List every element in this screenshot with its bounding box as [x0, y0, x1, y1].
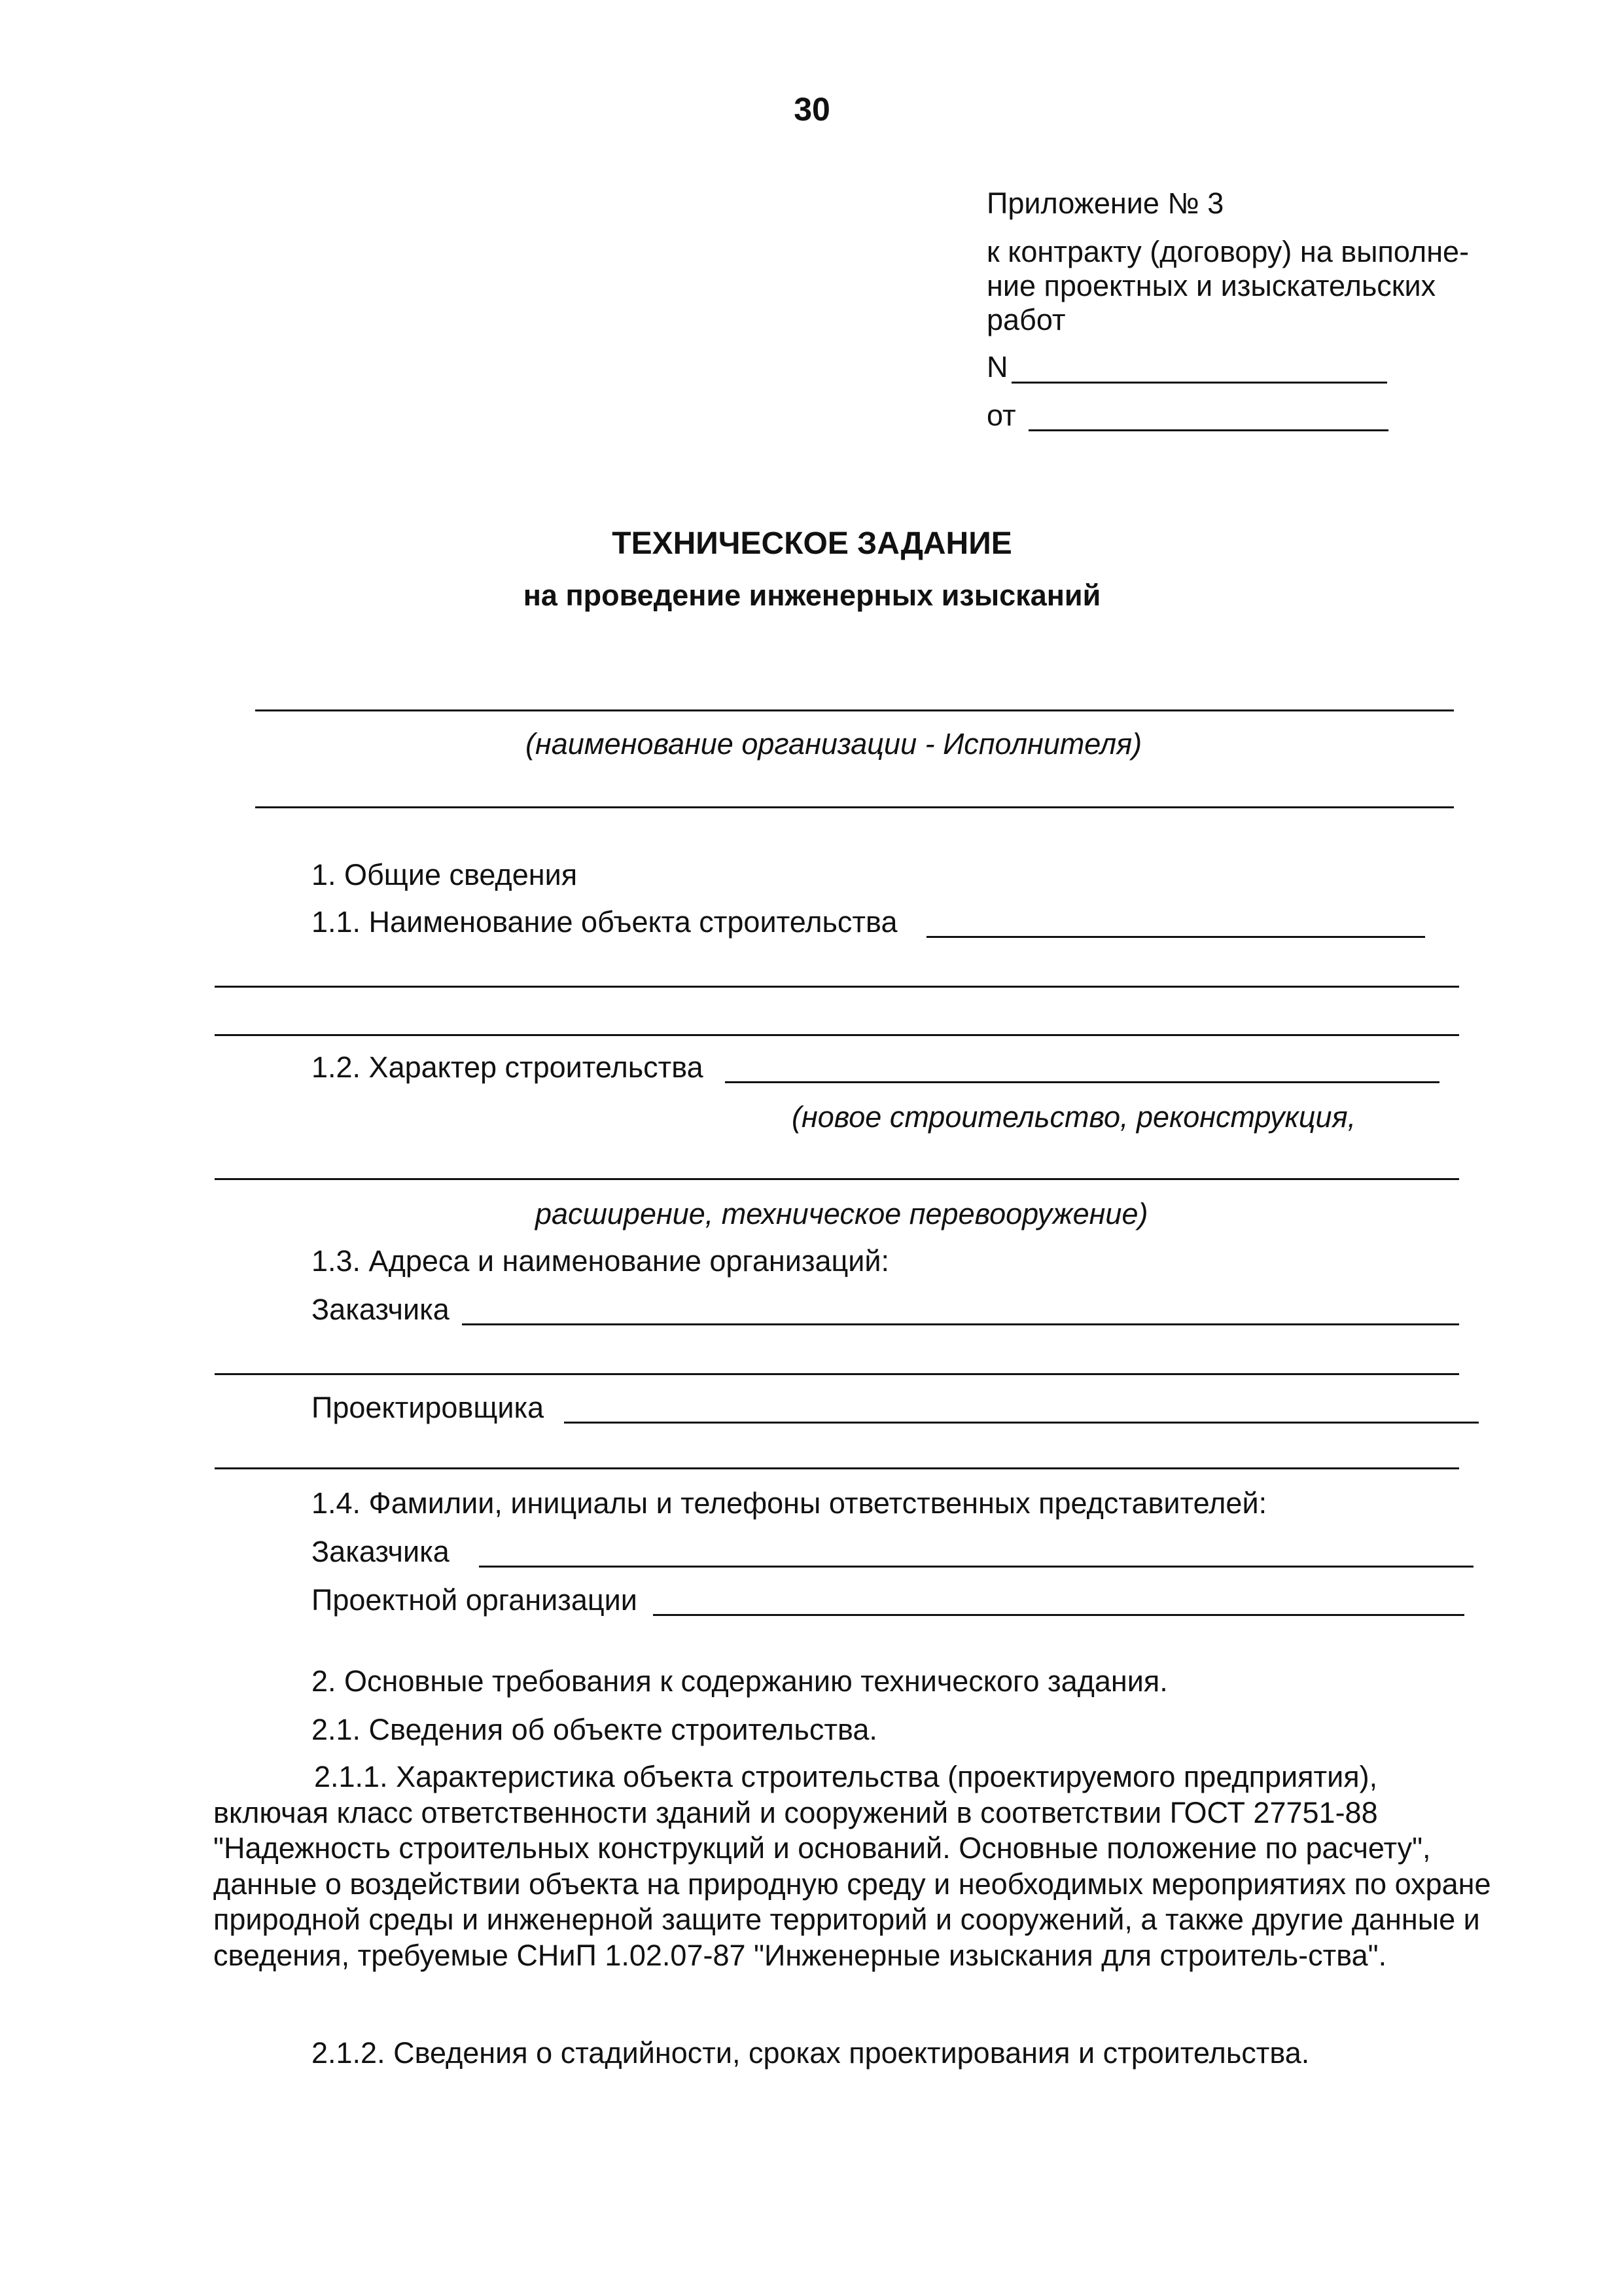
appendix-line-2: ние проектных и изыскательских [987, 269, 1436, 302]
construction-type-field-cont[interactable] [215, 1178, 1459, 1180]
item-1-1-label: 1.1. Наименование объекта строительства [311, 905, 898, 939]
construction-type-field[interactable] [725, 1081, 1439, 1083]
design-org-rep-field[interactable] [653, 1614, 1464, 1616]
appendix-line-1: к контракту (договору) на выполне- [987, 235, 1470, 268]
contract-date-field[interactable] [1029, 429, 1388, 431]
item-1-2-label: 1.2. Характер строительства [311, 1050, 703, 1084]
document-subtitle: на проведение инженерных изысканий [523, 579, 1101, 612]
item-2-1-1-paragraph [213, 1759, 1496, 1973]
item-2-1-1-text: 2.1.1. Характеристика объекта строительства (проектируемого предприятия), включая класс ответственности зданий и сооружений в соответствии ГОСТ 27751-88 "Надежность строительных конструкций и оснований. Основные положение по расчету", данные о воздействии объекта на природную среду и необходимых мероприятиях по охране природной среды и инженерной защите территорий и сооружений, а также другие данные и сведения, требуемые СНиП 1.02.07-87 "Инженерные изыскания для строитель-ства". [213, 1760, 1491, 1972]
object-name-field-cont-1[interactable] [215, 986, 1459, 988]
contract-number-field[interactable] [1012, 382, 1387, 384]
customer-field[interactable] [462, 1323, 1459, 1325]
object-name-field[interactable] [927, 936, 1425, 938]
section-2-title: 2. Основные требования к содержанию технического задания. [311, 1664, 1168, 1698]
item-2-1-label: 2.1. Сведения об объекте строительства. [311, 1713, 877, 1746]
contractor-org-field[interactable] [255, 709, 1454, 711]
section-1-title: 1. Общие сведения [311, 858, 578, 891]
document-title: ТЕХНИЧЕСКОЕ ЗАДАНИЕ [612, 526, 1012, 561]
divider [255, 806, 1454, 808]
contract-date-label: от [987, 399, 1016, 432]
appendix-title: Приложение № 3 [987, 187, 1224, 220]
page-number: 30 [794, 91, 830, 128]
object-name-field-cont-2[interactable] [215, 1034, 1459, 1036]
customer-label: Заказчика [311, 1293, 450, 1326]
contractor-org-caption: (наименование организации - Исполнителя) [525, 727, 1142, 761]
item-1-4-label: 1.4. Фамилии, инициалы и телефоны ответственных представителей: [311, 1486, 1267, 1520]
customer-rep-field[interactable] [479, 1566, 1474, 1568]
designer-field-cont[interactable] [215, 1467, 1459, 1469]
item-2-1-2-label: 2.1.2. Сведения о стадийности, сроках проектирования и строительства. [311, 2036, 1310, 2070]
customer-field-cont[interactable] [215, 1373, 1459, 1375]
designer-field[interactable] [564, 1422, 1479, 1424]
appendix-line-3: работ [987, 303, 1066, 336]
customer-rep-label: Заказчика [311, 1535, 450, 1568]
designer-label: Проектировщика [311, 1391, 544, 1424]
construction-type-hint-1: (новое строительство, реконструкция, [792, 1100, 1356, 1134]
contract-number-label: N [987, 350, 1008, 384]
item-1-3-label: 1.3. Адреса и наименование организаций: [311, 1244, 890, 1278]
construction-type-hint-2: расширение, техническое перевооружение) [535, 1197, 1148, 1230]
design-org-rep-label: Проектной организации [311, 1583, 637, 1617]
